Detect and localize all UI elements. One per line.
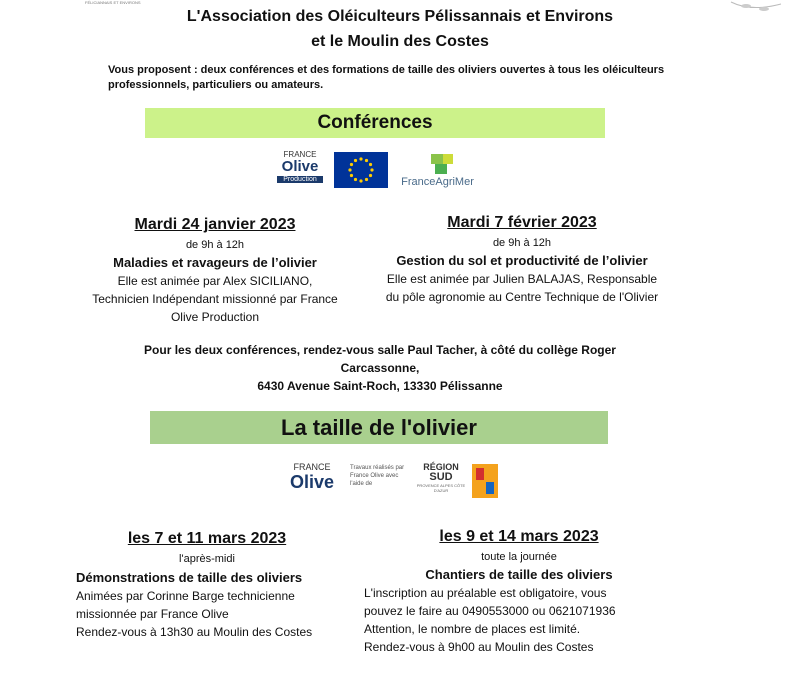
title-line-1: L'Association des Oléiculteurs Pélissannais et Environs (186, 8, 614, 25)
region-sud-logo (416, 462, 500, 502)
eu-star (350, 174, 353, 177)
venue-line-2: 6430 Avenue Saint-Roch, 13330 Pélissanne (257, 379, 503, 393)
taille-left (76, 530, 356, 641)
taille-right-date: les 9 et 14 mars 2023 (439, 528, 599, 545)
taille-right-line-2: pouvez le faire au 0490553000 ou 0621071936 (364, 604, 616, 618)
eu-star (359, 157, 362, 160)
association-logo-caption: FÉLICIANNAIS ET ENVIRONS (85, 0, 141, 5)
franceagrimer-mark-icon (429, 152, 459, 176)
conference-right (377, 214, 667, 306)
conference-right-description: Elle est animée par Julien BALAJAS, Responsable du pôle agronomie au Centre Technique de l'Olivier (385, 272, 659, 304)
conference-right-date: Mardi 7 février 2023 (447, 214, 597, 231)
eu-star (369, 174, 372, 177)
logo-france-text: FRANCE (283, 150, 317, 159)
eu-star (369, 163, 372, 166)
taille-right-topic: Chantiers de taille des oliviers (425, 567, 613, 582)
taille-left-topic: Démonstrations de taille des oliviers (76, 570, 303, 585)
taille-left-line-2: missionnée par France Olive (76, 607, 229, 621)
intro-text: Vous proposent : deux conférences et des formations de taille des oliviers ouvertes à tous les oléiculteurs professionnels, particuliers ou amateurs. (108, 64, 665, 91)
conference-right-topic: Gestion du sol et productivité de l’olivier (396, 253, 648, 268)
travaux-caption: Travaux réalisés par France Olive avec l'aide de (350, 465, 405, 487)
france-olive-logo (283, 462, 341, 502)
taille-left-time: l'après-midi (179, 553, 235, 565)
taille-left-line-3: Rendez-vous à 13h30 au Moulin des Costes (76, 625, 313, 639)
conference-right-time: de 9h à 12h (492, 237, 552, 249)
section-title-taille: La taille de l'olivier (150, 411, 608, 444)
franceagrimer-logo (395, 152, 480, 192)
eu-star (365, 178, 368, 181)
taille-right-line-1: L'inscription au préalable est obligatoire, vous (364, 586, 607, 600)
taille-right-line-4: Rendez-vous à 9h00 au Moulin des Costes (364, 640, 594, 654)
eu-star (359, 179, 362, 182)
conference-left-description: Elle est animée par Alex SICILIANO, Technicien Indépendant missionné par France Olive Production (92, 274, 338, 324)
region-pacа-text: PROVENCE ALPES CÔTE D'AZUR (416, 483, 466, 493)
logo-production-text: Production (277, 176, 323, 183)
france-olive-production-logo (275, 150, 325, 194)
eu-star (348, 168, 351, 171)
logo-olive-text: Olive (281, 158, 319, 175)
conference-left-date: Mardi 24 janvier 2023 (134, 216, 296, 233)
section-title-conferences: Conférences (145, 108, 605, 138)
taille-right (364, 528, 664, 656)
conference-left-topic: Maladies et ravageurs de l’olivier (113, 255, 317, 270)
venue-line-1: Pour les deux conférences, rendez-vous salle Paul Tacher, à côté du collège Roger Carcassonne, (144, 343, 616, 375)
logo2-france-text: FRANCE (293, 462, 331, 472)
region-shield-icon (472, 464, 498, 498)
eu-star (354, 159, 357, 162)
title-line-2: et le Moulin des Costes (311, 33, 489, 50)
eu-star (365, 159, 368, 162)
eu-star (370, 168, 373, 171)
eu-star (354, 178, 357, 181)
logo2-olive-text: Olive (289, 472, 335, 492)
taille-left-line-1: Animées par Corinne Barge technicienne (76, 589, 295, 603)
taille-right-line-3: Attention, le nombre de places est limité. (364, 622, 581, 636)
conference-left (90, 216, 340, 326)
eu-star (350, 163, 353, 166)
region-text: RÉGION (423, 462, 459, 472)
olive-branch-decoration (726, 0, 786, 20)
franceagrimer-text: FranceAgriMer (401, 176, 474, 188)
taille-left-date: les 7 et 11 mars 2023 (127, 530, 287, 547)
conference-left-time: de 9h à 12h (185, 239, 245, 251)
taille-right-time: toute la journée (481, 551, 557, 563)
eu-flag-icon (334, 152, 388, 188)
region-sud-text: SUD (429, 471, 453, 483)
venue-info (120, 341, 640, 395)
